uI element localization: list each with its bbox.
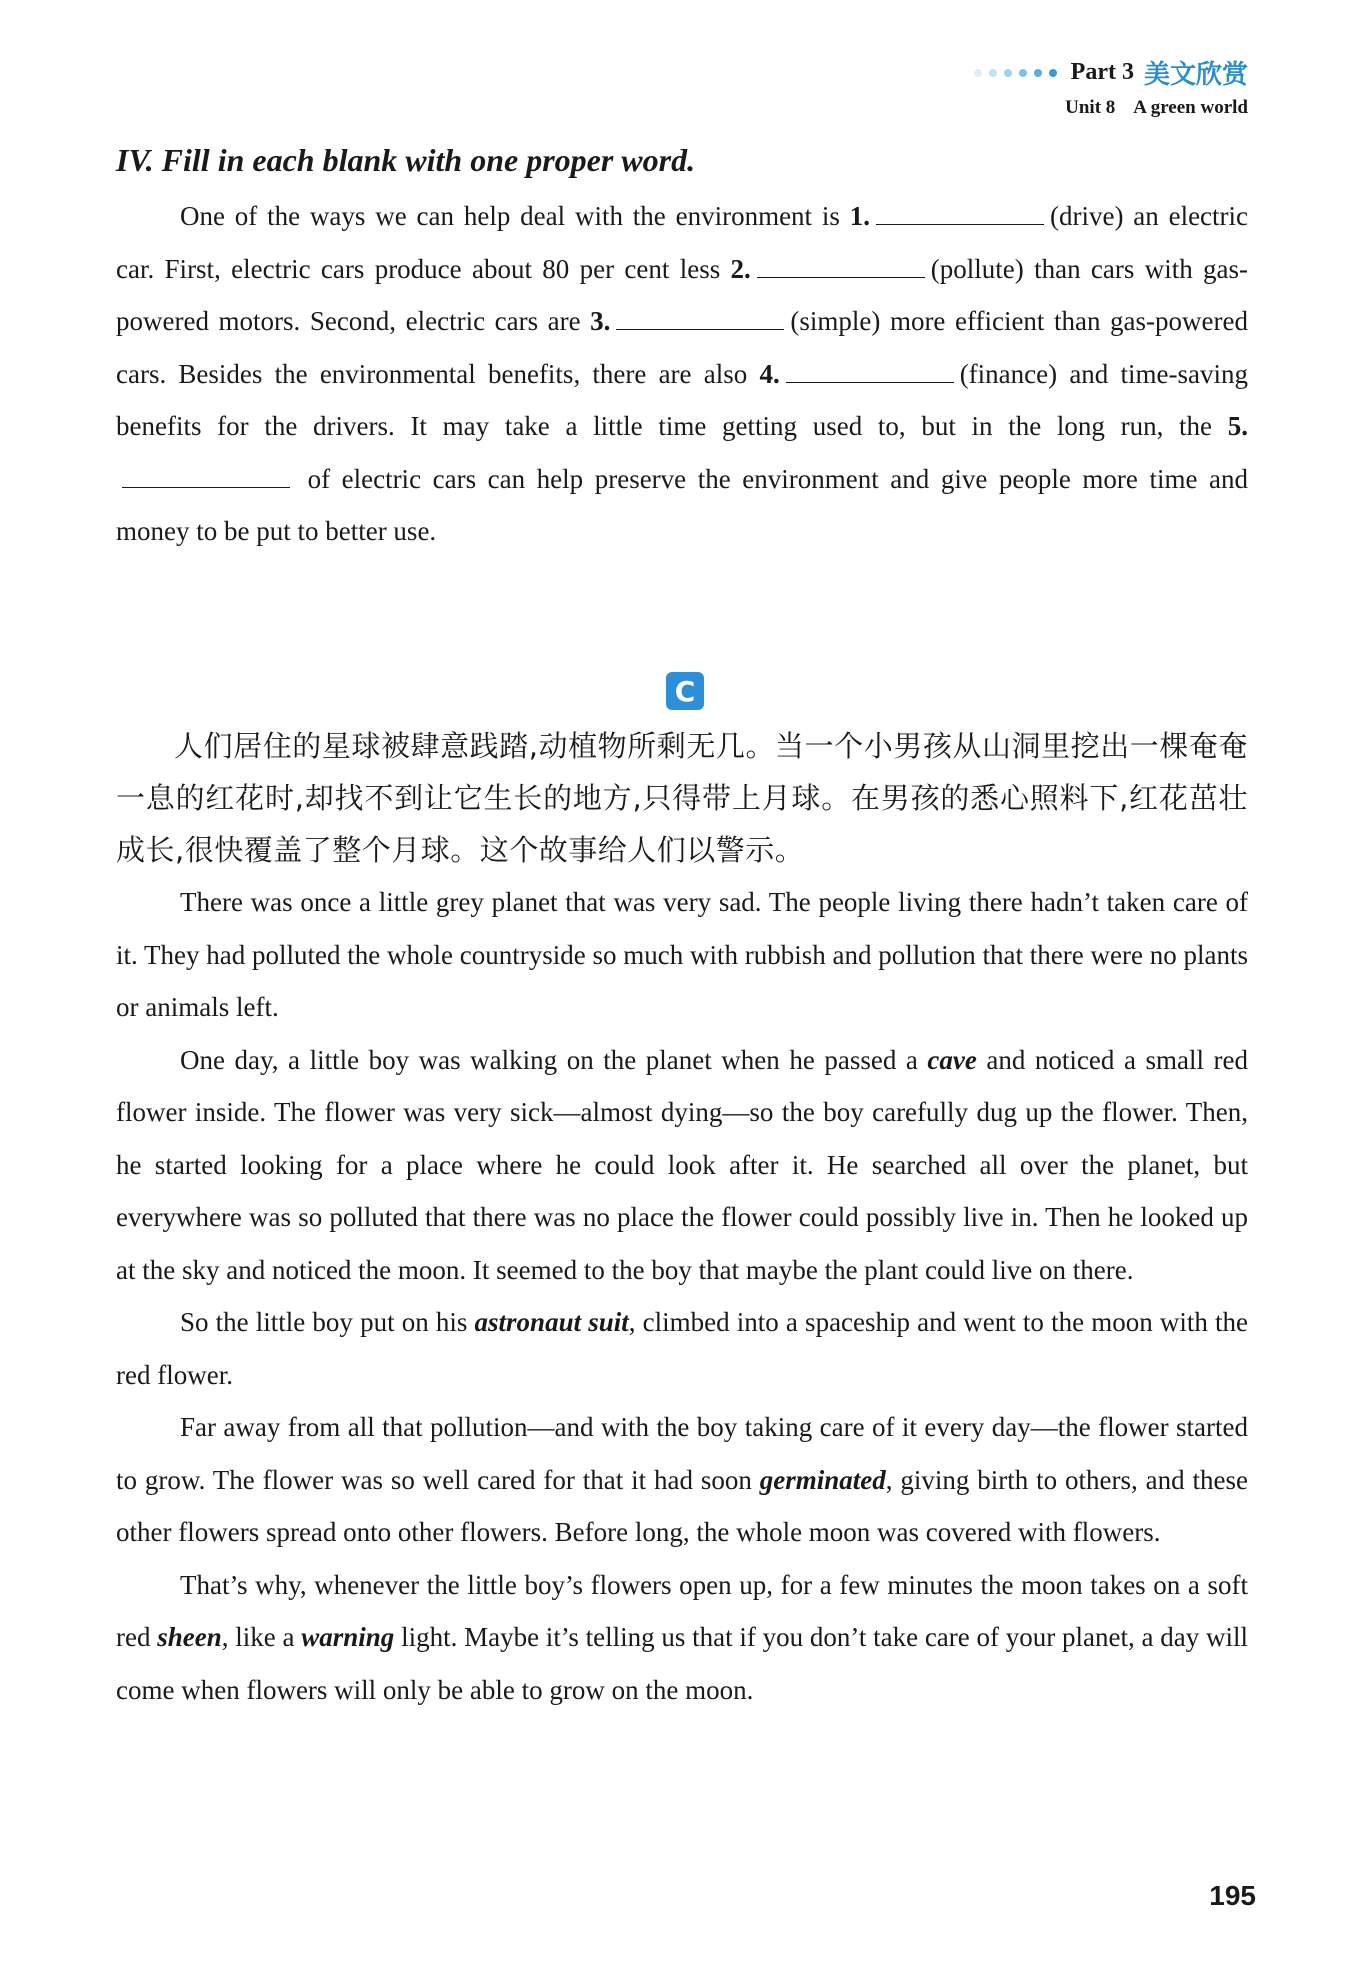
passage-text: (pollute) than cars with gas-powered motors. Second, electric cars are — [116, 253, 1249, 336]
exercise-paragraph — [116, 190, 1248, 558]
story-paragraph-5 — [116, 1559, 1248, 1717]
story-text: One day, a little boy was walking on the planet when he passed a — [180, 1044, 928, 1075]
passage-text: (drive) an electric car. First, electric cars produce about 80 per cent less — [116, 201, 1249, 284]
blank-number: 5. — [1227, 411, 1248, 441]
section-c-badge: C — [666, 672, 704, 710]
header-top-line — [974, 54, 1248, 91]
story-text: , like a — [221, 1622, 302, 1652]
story-paragraph-4 — [116, 1401, 1248, 1559]
passage-text: One of the ways we can help deal with the environment is — [180, 201, 850, 231]
chinese-summary — [116, 720, 1248, 876]
story-text: , climbed into a spaceship and went to the moon with the red flower. — [116, 1307, 1248, 1390]
decorative-dots — [974, 69, 1057, 77]
header-dot — [989, 69, 997, 77]
story-paragraph-3 — [116, 1296, 1248, 1401]
chinese-intro: 人们居住的星球被肆意践踏,动植物所剩无几。当一个小男孩从山洞里挖出一棵奄奄一息的红花时,却找不到让它生长的地方,只得带上月球。在男孩的悉心照料下,红花茁壮成长,很快覆盖了整个月球。这个故事给人们以警示。 — [116, 729, 1248, 867]
unit-label: Unit 8 — [1065, 97, 1116, 118]
story-paragraph-2 — [116, 1034, 1248, 1297]
blank-number: 2. — [730, 253, 751, 284]
page-number: 195 — [1209, 1880, 1256, 1911]
keyword: sheen — [157, 1622, 222, 1652]
answer-blank[interactable] — [876, 196, 1044, 225]
page-header — [974, 54, 1248, 119]
part-title: 美文欣赏 — [1143, 60, 1248, 90]
story-text: and noticed a small red flower inside. The flower was very sick—almost dying—so the boy carefully dug up the flower. Then, he started looking for a place where he could look after it. He searched all over the planet, but everywhere was so polluted that there was no place the flower could possibly live in. Then he looked up at the sky and noticed the moon. It seemed to the boy that maybe the plant could live on there. — [116, 1044, 1248, 1285]
keyword: warning — [301, 1622, 395, 1652]
story-text: So the little boy put on his — [180, 1307, 475, 1337]
answer-blank[interactable] — [122, 459, 290, 488]
passage-text: of electric cars can help preserve the environment and give people more time and money to be put to better use. — [116, 463, 1248, 546]
story-text: , giving birth to others, and these other flowers spread onto other flowers. Before long, the whole moon was covered with flowers. — [116, 1464, 1248, 1547]
answer-blank[interactable] — [757, 249, 925, 278]
story-text: light. Maybe it’s telling us that if you don’t take care of your planet, a day will come when flowers will only be able to grow on the moon. — [116, 1622, 1248, 1705]
header-dot — [1049, 69, 1057, 77]
blank-number: 4. — [759, 358, 780, 389]
blank-number: 1. — [849, 201, 870, 231]
header-dot — [974, 69, 982, 77]
header-dot — [1019, 69, 1027, 77]
exercise-heading: IV. Fill in each blank with one proper word. — [116, 142, 696, 178]
exercise-passage — [116, 190, 1248, 558]
header-dot — [1004, 69, 1012, 77]
unit-title: A green world — [1133, 97, 1248, 118]
part-label: Part 3 — [1070, 59, 1134, 85]
story-passage — [116, 876, 1248, 1716]
story-text: That’s why, whenever the little boy’s flowers open up, for a few minutes the moon takes on a soft red — [116, 1569, 1248, 1652]
blank-number: 3. — [590, 306, 611, 336]
keyword: germinated — [759, 1464, 886, 1495]
unit-line — [974, 97, 1248, 119]
header-dot — [1034, 69, 1042, 77]
passage-text: (finance) and time-saving benefits for the drivers. It may take a little time getting used to, but in the long run, the — [116, 358, 1248, 441]
keyword: astronaut suit — [474, 1307, 629, 1337]
answer-blank[interactable] — [616, 301, 784, 330]
passage-text: (simple) more efficient than gas-powered cars. Besides the environmental benefits, there are also — [116, 306, 1248, 389]
answer-blank[interactable] — [786, 354, 954, 383]
story-text: Far away from all that pollution—and with the boy taking care of it every day—the flower started to grow. The flower was so well cared for that it had soon — [116, 1412, 1248, 1495]
story-paragraph-1: There was once a little grey planet that was very sad. The people living there hadn’t taken care of it. They had polluted the whole countryside so much with rubbish and pollution that there were no plants or animals left. — [116, 887, 1248, 1022]
keyword: cave — [927, 1044, 977, 1075]
